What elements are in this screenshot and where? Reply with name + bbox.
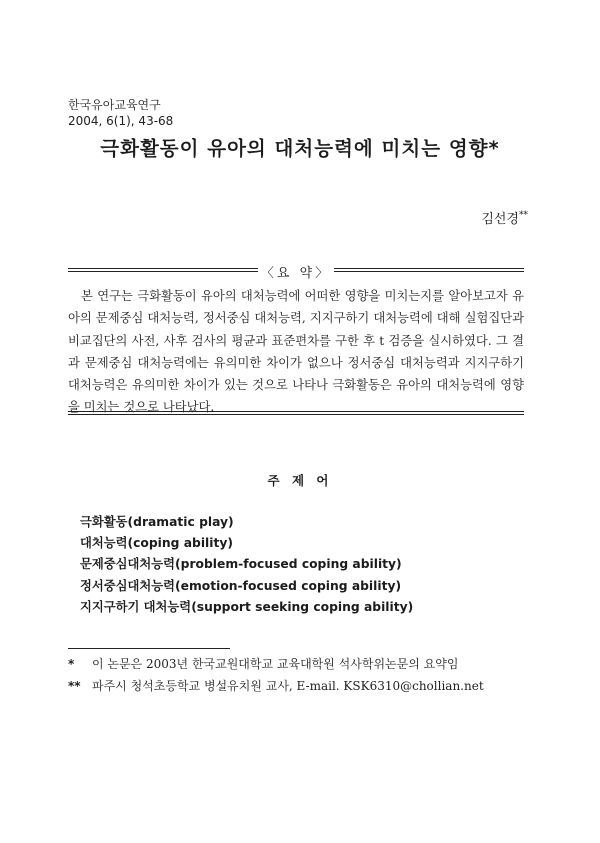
author-name: 김선경	[481, 212, 519, 227]
journal-citation: 2004, 6(1), 43-68	[68, 114, 174, 128]
footnote-rule	[68, 648, 230, 649]
keywords-list	[80, 512, 413, 618]
footnote-mark: *	[68, 657, 75, 671]
abstract-header	[68, 262, 524, 280]
keyword-item: 극화활동(dramatic play)	[80, 515, 234, 529]
footnote-text: 파주시 청석초등학교 병설유치원 교사, E-mail. KSK6310@chollian.net	[92, 679, 484, 693]
keyword-item: 지지구하기 대처능력(support seeking coping ability)	[80, 599, 414, 614]
abstract-body: 본 연구는 극화활동이 유아의 대처능력에 어떠한 영향을 미치는지를 알아보고자 유아의 문제중심 대처능력, 정서중심 대처능력, 지지구하기 대처능력에 대해 실험집단과 비교집단의 사전, 사후 검사의 평균과 표준편차를 구한 후 t 검증을 실시하였다. 그 결과 문제중심 대처능력에는 유의미한 차이가 없으나 정서중심 대처능력과 지지구하기 대처능력은 유의미한 차이가 있는 것으로 나타나 극화활동은 유아의 대처능력에 영향을 미치는 것으로 나타났다.	[68, 289, 524, 415]
footnote-1	[68, 655, 458, 672]
keywords-heading: 주 제 어	[267, 473, 333, 488]
footnote-text: 이 논문은 2003년 한국교원대학교 교육대학원 석사학위논문의 요약임	[92, 657, 459, 671]
abstract-label: 〈요 약〉	[260, 266, 332, 281]
paper-title: 극화활동이 유아의 대처능력에 미치는 영향*	[100, 137, 500, 160]
footnote-2	[68, 677, 484, 694]
abstract-rule-bottom	[68, 411, 524, 415]
keyword-item: 문제중심대처능력(problem-focused coping ability)	[80, 557, 402, 572]
abstract-rule-right	[334, 268, 524, 272]
footnote-mark: **	[68, 679, 81, 693]
journal-name: 한국유아교육연구	[68, 98, 161, 112]
abstract-text	[68, 285, 524, 419]
keyword-item: 대처능력(coping ability)	[80, 536, 233, 551]
author-footnote-mark: **	[519, 210, 528, 221]
author	[481, 208, 528, 227]
keyword-item: 정서중심대처능력(emotion-focused coping ability)	[80, 578, 402, 593]
